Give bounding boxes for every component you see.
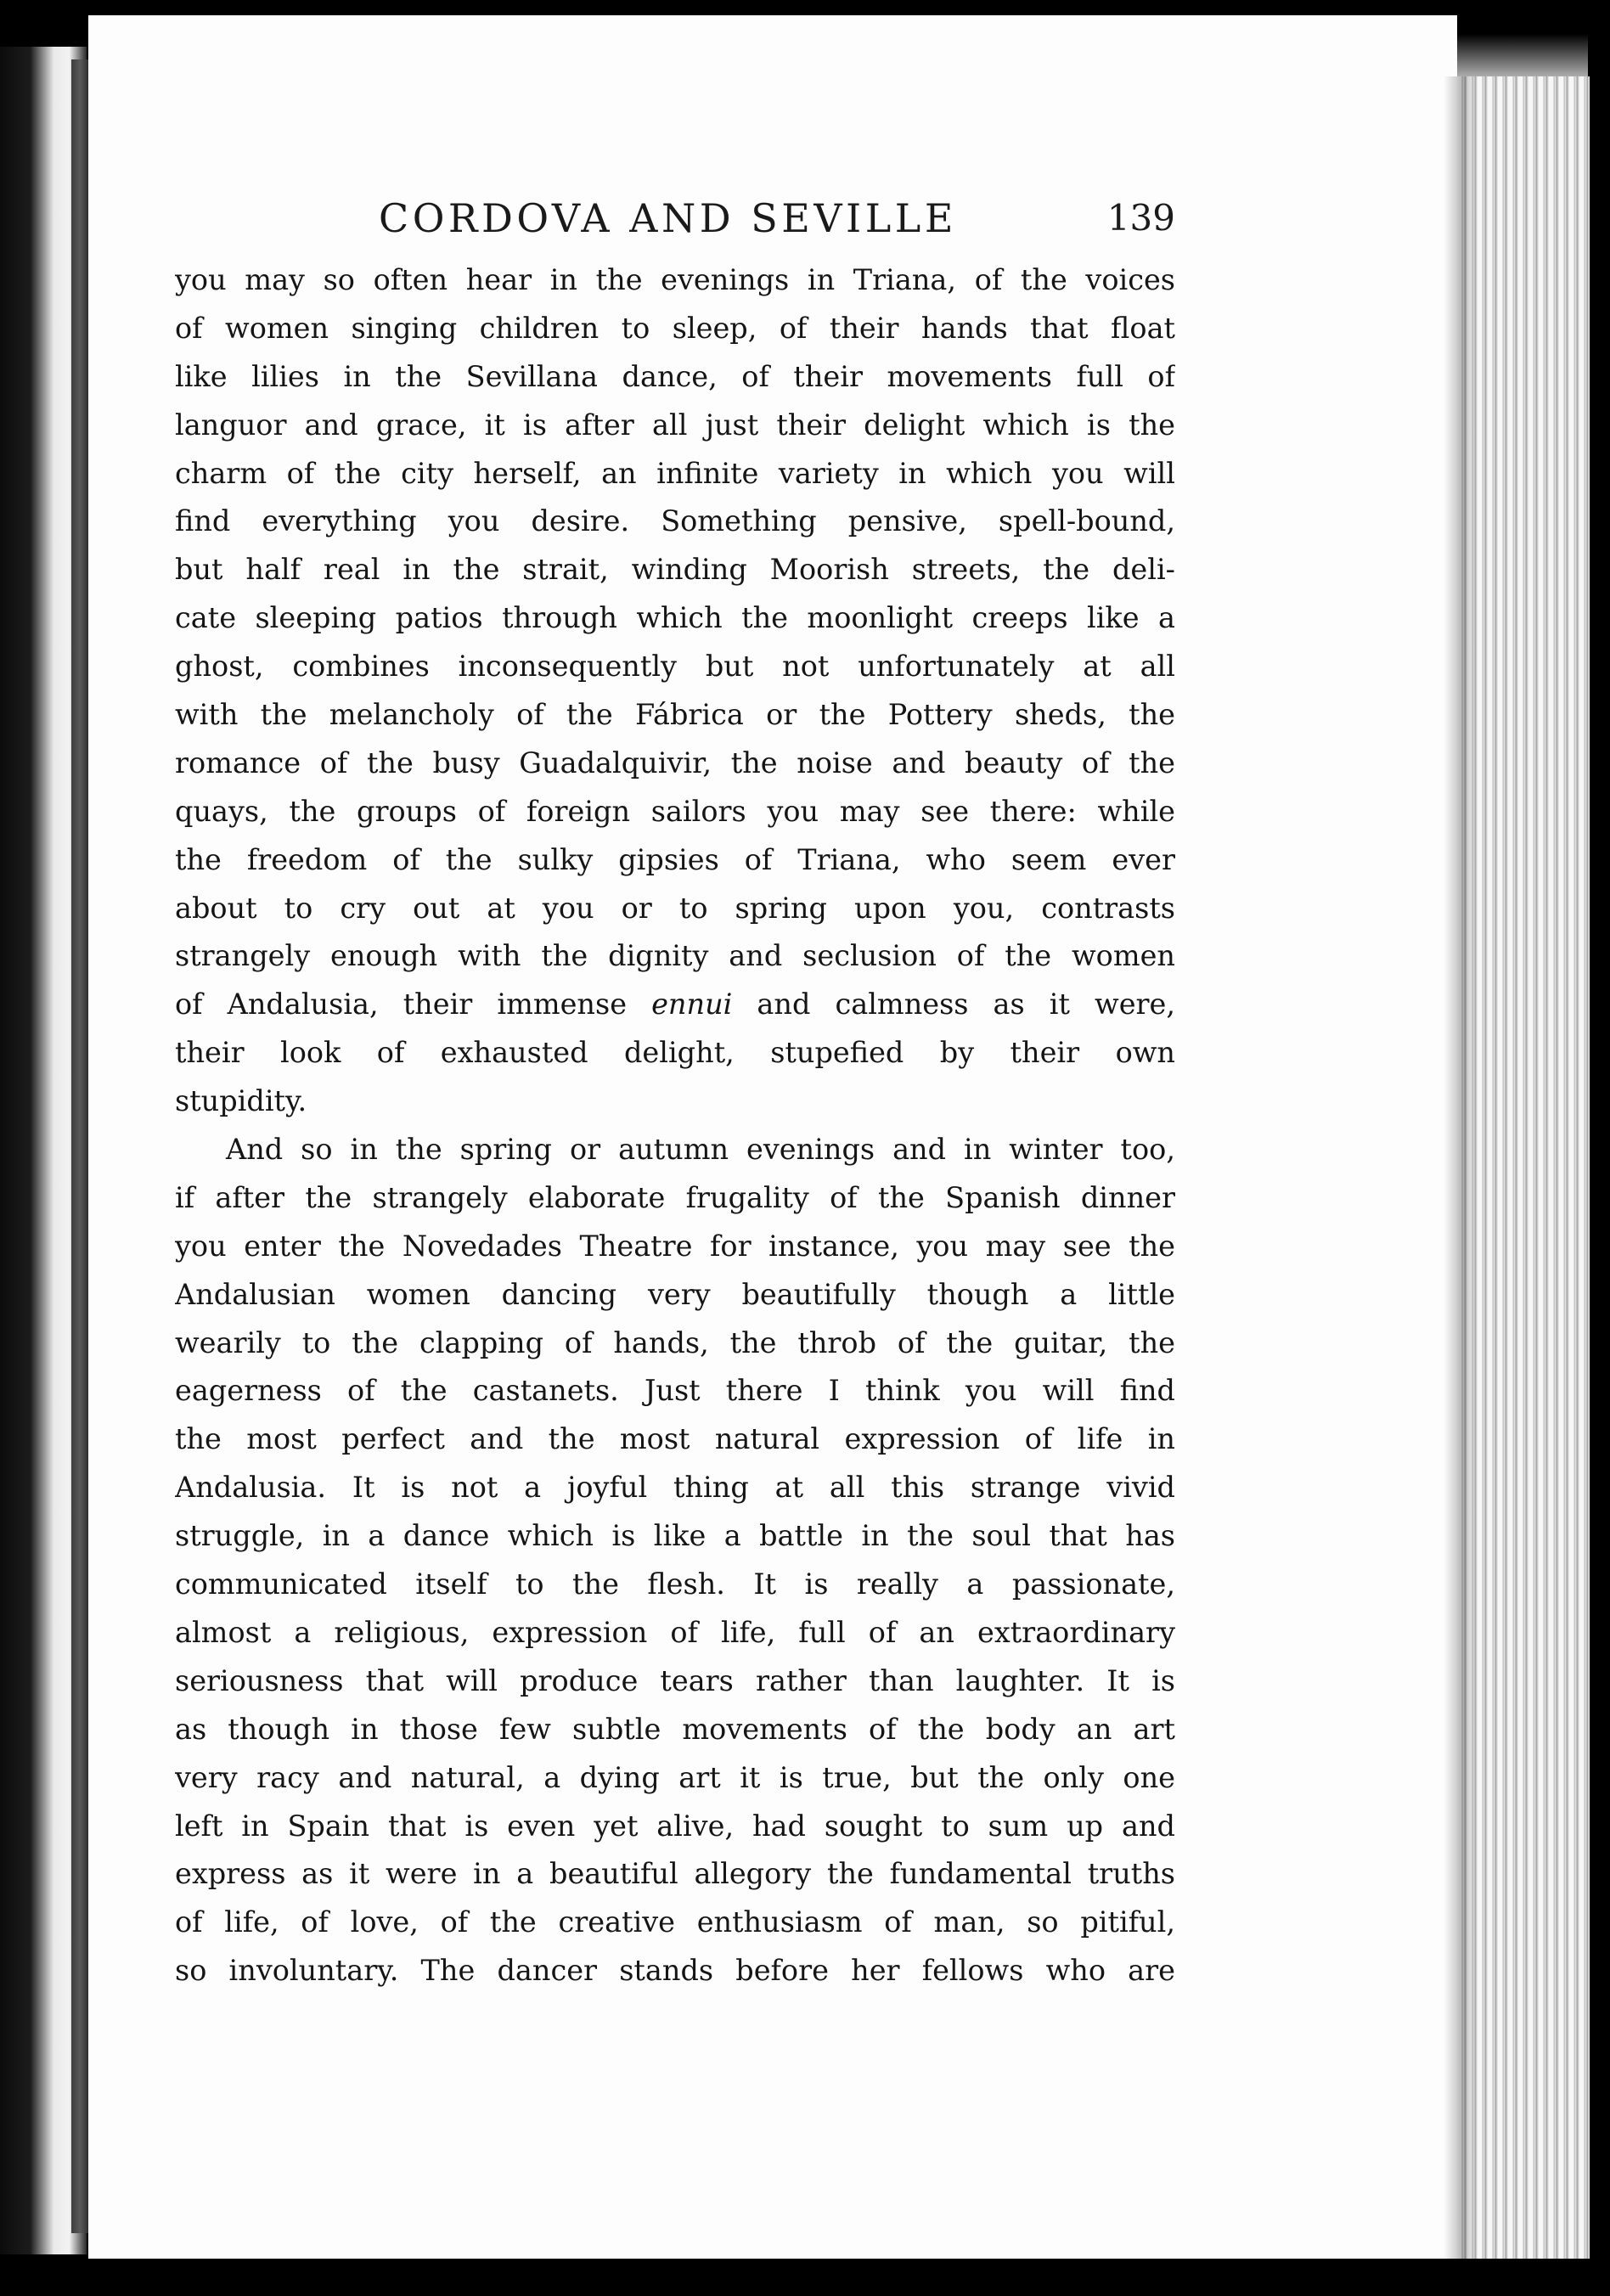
text-line: eagerness of the castanets. Just there I think you will find bbox=[175, 1374, 1175, 1408]
text-line: strangely enough with the dignity and seclusion of the women bbox=[175, 939, 1175, 973]
fore-edge-shadow bbox=[1444, 76, 1474, 2259]
text-line-with-emphasis bbox=[175, 981, 1175, 1029]
text-line: left in Spain that is even yet alive, had sought to sum up and bbox=[175, 1809, 1175, 1843]
text-line: of women singing children to sleep, of their hands that float bbox=[175, 311, 1175, 345]
running-head-title: CORDOVA AND SEVILLE bbox=[379, 195, 957, 241]
page-fore-edge bbox=[1457, 76, 1590, 2259]
paragraph bbox=[175, 256, 1175, 1126]
text-line: express as it were in a beautiful allegory the fundamental truths bbox=[175, 1857, 1175, 1891]
text-line: you enter the Novedades Theatre for instance, you may see the bbox=[175, 1229, 1175, 1263]
paragraph bbox=[175, 1126, 1175, 1995]
text-line: stupidity. bbox=[175, 1084, 307, 1118]
body-text bbox=[175, 256, 1175, 1995]
text-line: cate sleeping patios through which the moonlight creeps like a bbox=[175, 601, 1175, 635]
text-line: but half real in the strait, winding Moorish streets, the deli- bbox=[175, 553, 1175, 587]
text-line: communicated itself to the flesh. It is really a passionate, bbox=[175, 1567, 1175, 1601]
text-line: almost a religious, expression of life, full of an extraordinary bbox=[175, 1615, 1175, 1649]
text-line: with the melancholy of the Fábrica or the Pottery sheds, the bbox=[175, 698, 1175, 732]
text-line: Andalusian women dancing very beautifully though a little bbox=[175, 1277, 1175, 1311]
text-line: seriousness that will produce tears rather than laughter. It is bbox=[175, 1663, 1175, 1697]
text-segment: and calmness as it were, bbox=[732, 988, 1175, 1021]
text-line: so involuntary. The dancer stands before her fellows who are bbox=[175, 1954, 1175, 1988]
text-line: wearily to the clapping of hands, the throb of the guitar, the bbox=[175, 1325, 1175, 1359]
text-line: the freedom of the sulky gipsies of Triana, who seem ever bbox=[175, 842, 1175, 876]
text-line: And so in the spring or autumn evenings and in winter too, bbox=[226, 1133, 1175, 1167]
text-line: ghost, combines inconsequently but not unfortunately at all bbox=[175, 650, 1175, 684]
text-line: find everything you desire. Something pensive, spell-bound, bbox=[175, 504, 1175, 538]
text-line: charm of the city herself, an infinite variety in which you will bbox=[175, 456, 1175, 490]
text-line: the most perfect and the most natural expression of life in bbox=[175, 1422, 1175, 1456]
text-line: languor and grace, it is after all just their delight which is the bbox=[175, 408, 1175, 442]
text-line: like lilies in the Sevillana dance, of their movements full of bbox=[175, 359, 1175, 393]
page-number: 139 bbox=[1106, 197, 1175, 239]
text-line: about to cry out at you or to spring upon you, contrasts bbox=[175, 891, 1175, 925]
text-line: very racy and natural, a dying art it is true, but the only one bbox=[175, 1760, 1175, 1794]
emphasized-word: ennui bbox=[651, 988, 733, 1021]
text-line: as though in those few subtle movements of the body an art bbox=[175, 1712, 1175, 1746]
text-line: their look of exhausted delight, stupefied by their own bbox=[175, 1036, 1175, 1070]
text-line: of life, of love, of the creative enthusiasm of man, so pitiful, bbox=[175, 1905, 1175, 1939]
text-line: quays, the groups of foreign sailors you may see there: while bbox=[175, 794, 1175, 828]
text-line: romance of the busy Guadalquivir, the noise and beauty of the bbox=[175, 746, 1175, 779]
running-head bbox=[175, 189, 1175, 248]
text-line: Andalusia. It is not a joyful thing at all this strange vivid bbox=[175, 1471, 1175, 1505]
text-line: if after the strangely elaborate frugality of the Spanish dinner bbox=[175, 1180, 1175, 1214]
text-segment: of Andalusia, their immense bbox=[175, 988, 652, 1021]
text-line: struggle, in a dance which is like a battle in the soul that has bbox=[175, 1519, 1175, 1553]
text-line: you may so often hear in the evenings in Triana, of the voices bbox=[175, 263, 1175, 296]
